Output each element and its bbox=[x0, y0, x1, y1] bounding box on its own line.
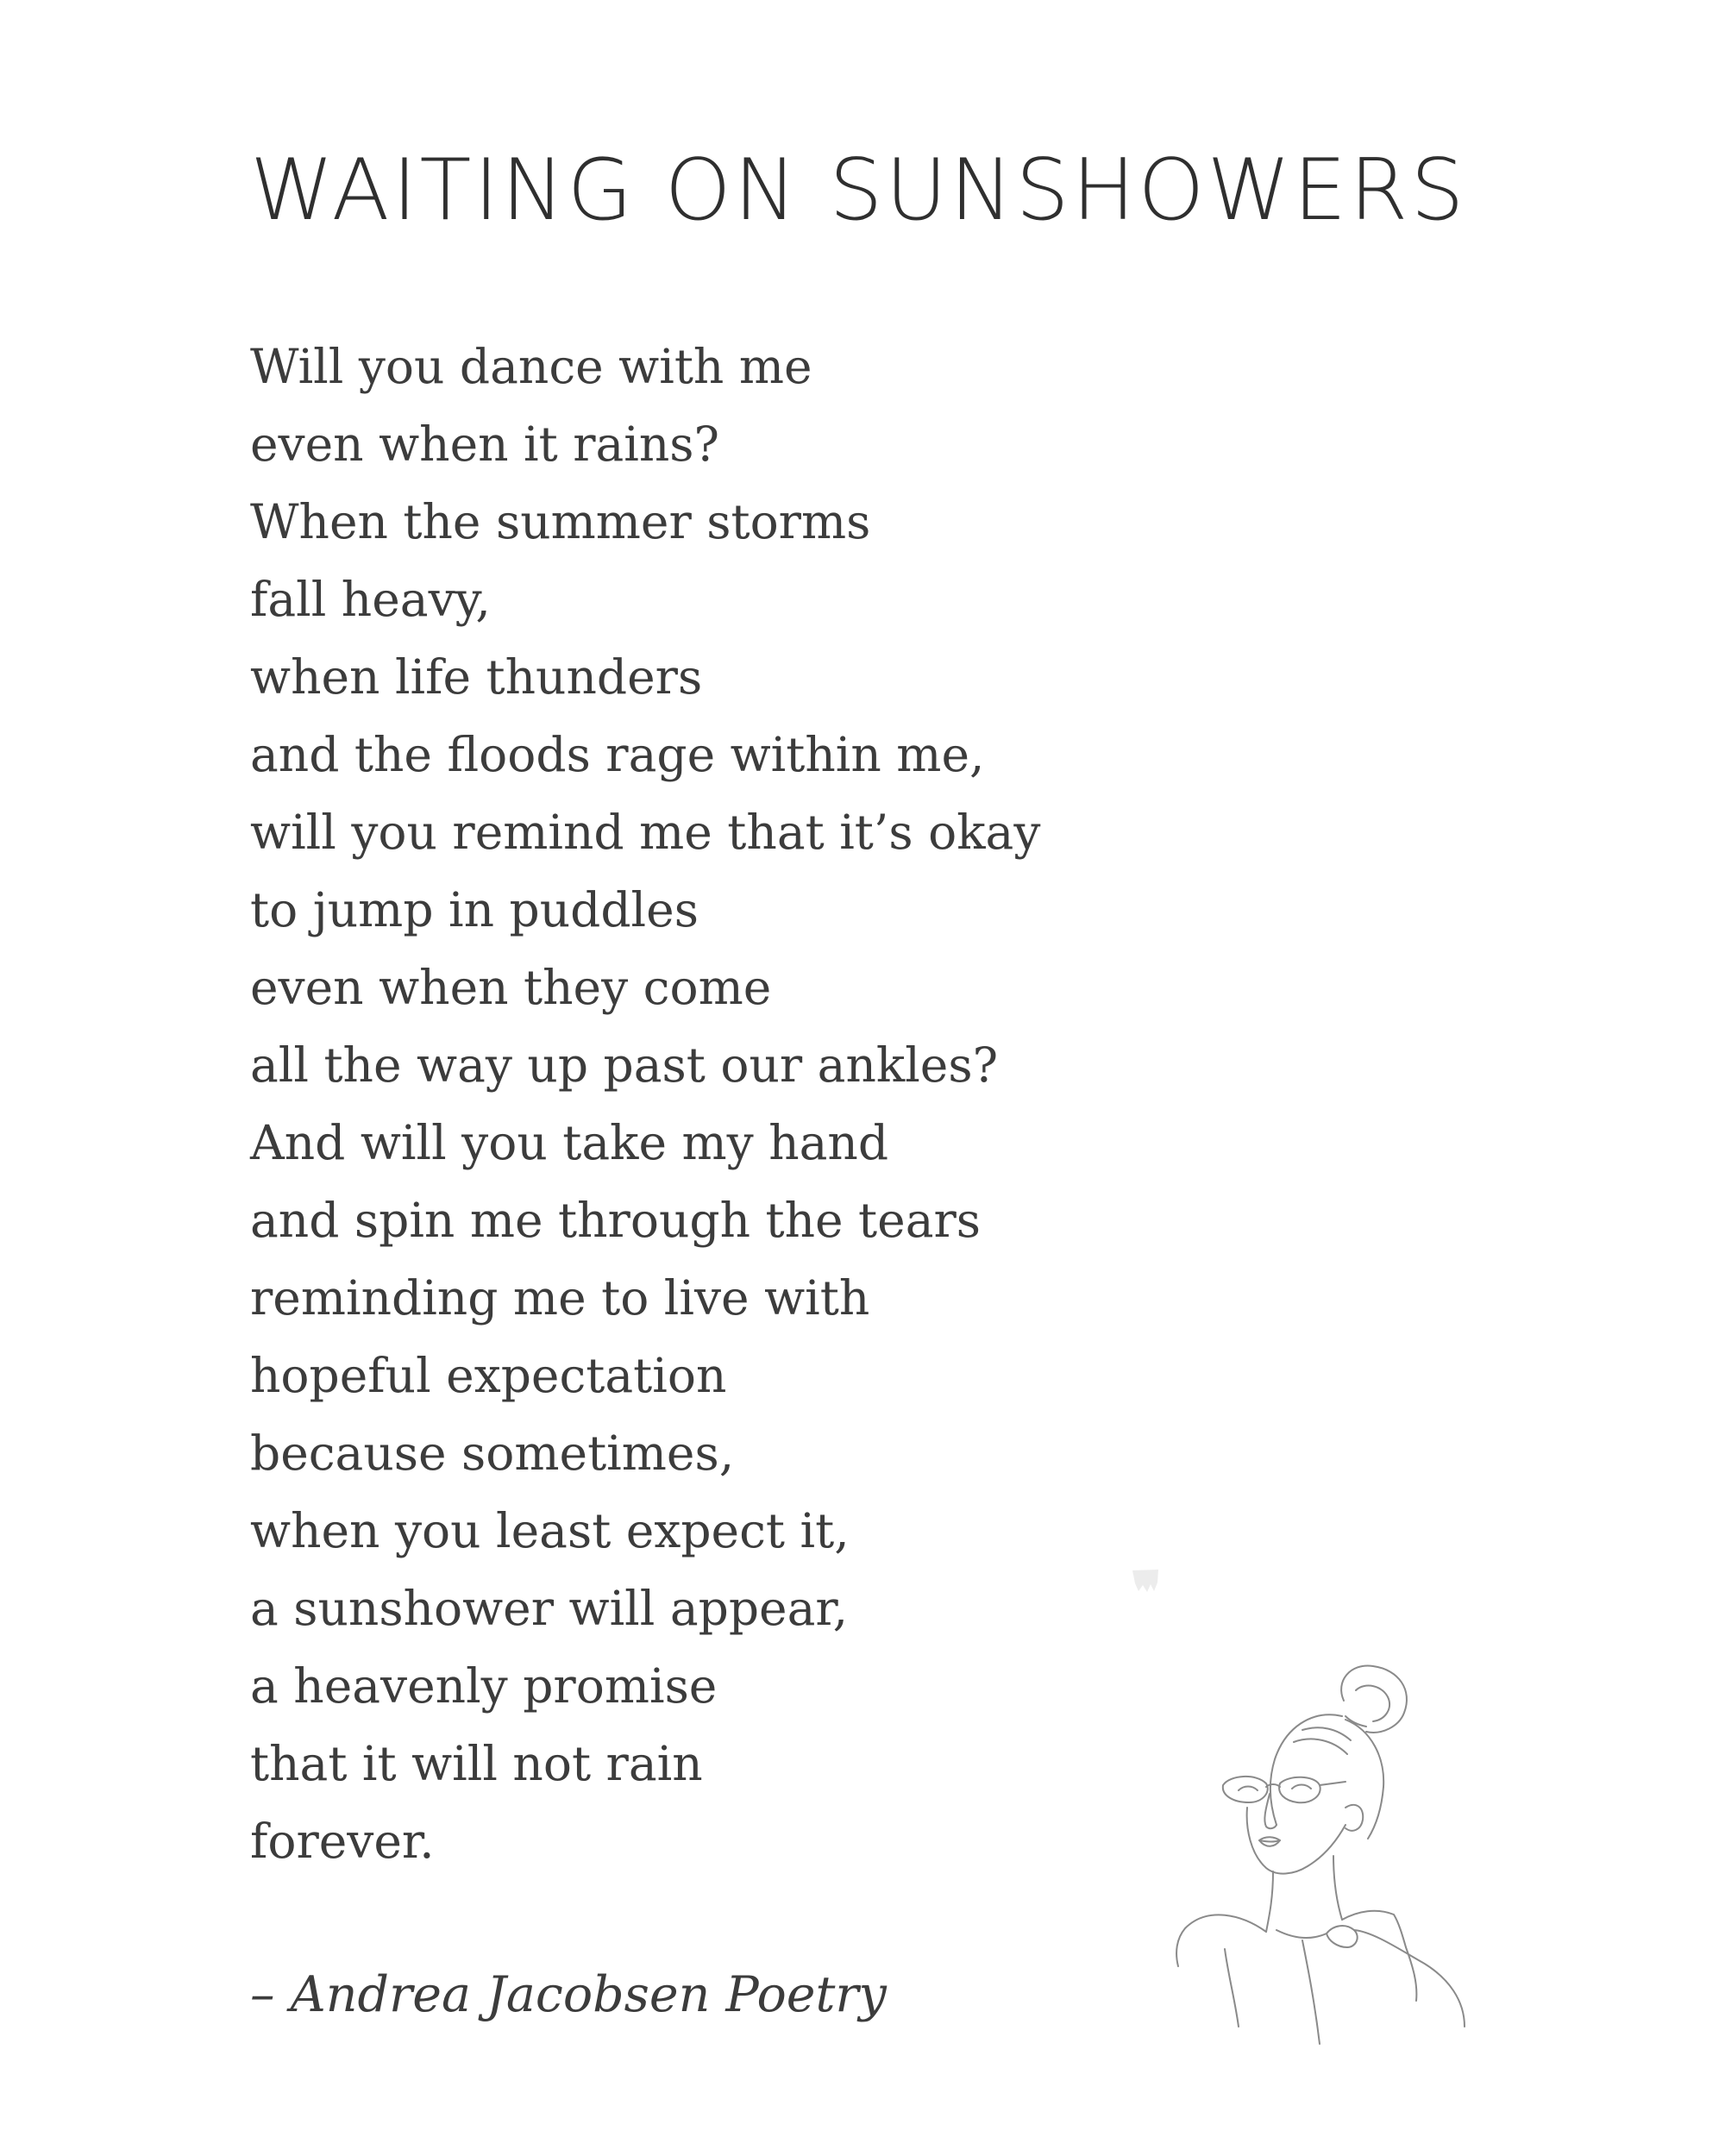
poem-line: Will you dance with me bbox=[250, 339, 812, 394]
poem-line: that it will not rain bbox=[250, 1736, 703, 1791]
poem-line: And will you take my hand bbox=[250, 1115, 889, 1170]
poem-line: all the way up past our ankles? bbox=[250, 1037, 999, 1093]
poem-line: and the floods rage within me, bbox=[250, 727, 985, 782]
poem-line: will you remind me that it’s okay bbox=[250, 805, 1041, 860]
poem-line: When the summer storms bbox=[250, 494, 871, 549]
poem-line: when life thunders bbox=[250, 649, 703, 705]
poem-body bbox=[250, 328, 1040, 1880]
smudge-mark-icon bbox=[1130, 1565, 1161, 1595]
poem-line: reminding me to live with bbox=[250, 1270, 870, 1326]
poem-line: even when they come bbox=[250, 960, 772, 1015]
author-signature: – Andrea Jacobsen Poetry bbox=[250, 1966, 887, 2023]
poem-line: even when it rains? bbox=[250, 417, 720, 472]
poem-line: fall heavy, bbox=[250, 572, 491, 627]
poem-line: when you least expect it, bbox=[250, 1503, 850, 1558]
poem-line: a sunshower will appear, bbox=[250, 1581, 849, 1636]
poem-line: because sometimes, bbox=[250, 1426, 735, 1481]
poem-line: to jump in puddles bbox=[250, 882, 699, 937]
poem-line: hopeful expectation bbox=[250, 1348, 727, 1403]
poem-line: and spin me through the tears bbox=[250, 1193, 981, 1248]
poem-line: a heavenly promise bbox=[250, 1658, 718, 1714]
poem-line: forever. bbox=[250, 1814, 435, 1869]
woman-portrait-line-drawing-icon bbox=[1173, 1656, 1475, 2053]
page-title: WAITING ON SUNSHOWERS bbox=[250, 141, 1467, 240]
